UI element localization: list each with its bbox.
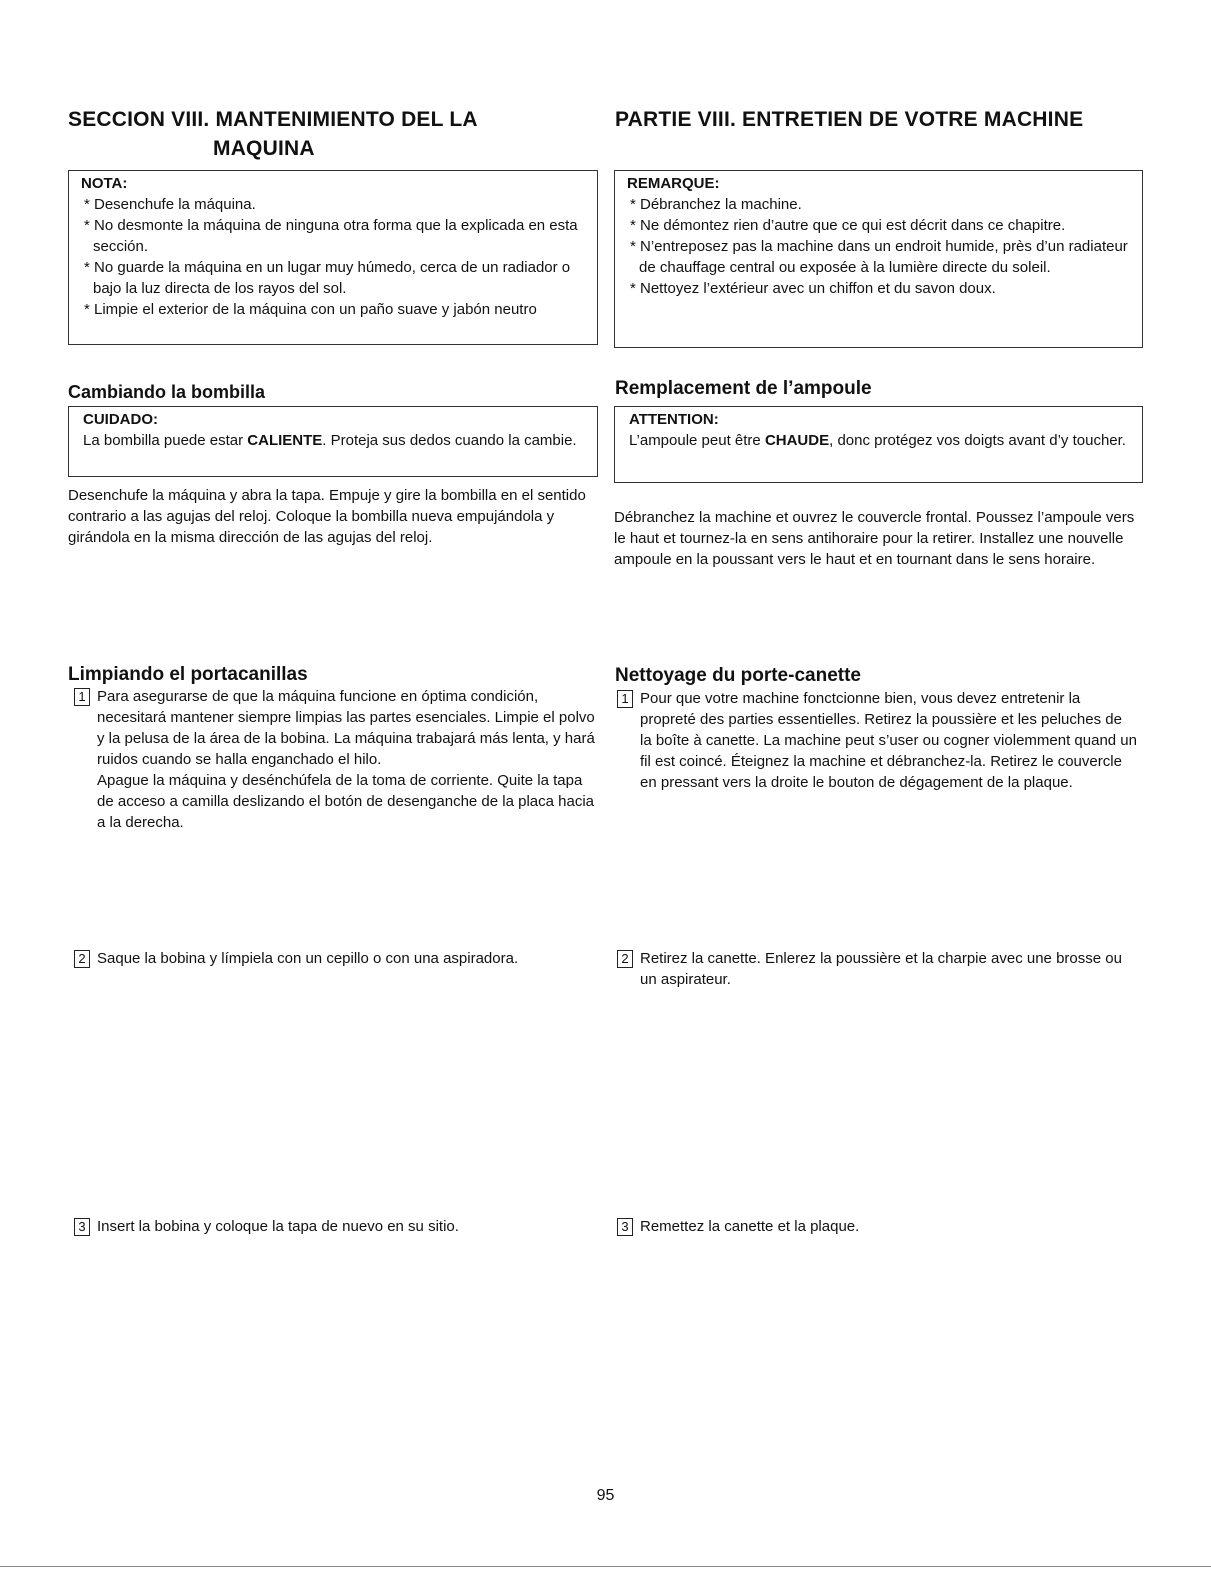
step-3-es — [74, 1216, 596, 1237]
hook-heading-es: Limpiando el portacanillas — [68, 664, 308, 685]
step-text: Para asegurarse de que la máquina funcione en óptima condición, necesitará mantener siempre limpias las partes esenciales. Limpie el polvo y la pelusa de la área de la bobina. La máquina trabajará más lenta, y hará ruidos cuando se halla enganchado el hilo. — [97, 688, 595, 768]
step-number: 3 — [74, 1218, 90, 1236]
step-text: Insert la bobina y coloque la tapa de nuevo en su sitio. — [97, 1218, 459, 1235]
caution-hot-word: CALIENTE — [247, 432, 323, 449]
section-title-es-line1: SECCION VIII. MANTENIMIENTO DEL LA — [68, 108, 478, 131]
step-number: 1 — [74, 688, 90, 706]
step-1-es — [74, 686, 596, 833]
caution-text-pre: L’ampoule peut être — [629, 432, 765, 449]
page-number: 95 — [596, 1487, 615, 1504]
section-title-fr: PARTIE VIII. ENTRETIEN DE VOTRE MACHINE — [615, 108, 1084, 131]
step-text: Apague la máquina y desénchúfela de la toma de corriente. Quite la tapa de acceso a camilla deslizando el botón de desenganche de la placa hacia a la derecha. — [97, 772, 595, 831]
step-text: Remettez la canette et la plaque. — [640, 1218, 860, 1235]
note-title-es: NOTA: — [81, 175, 128, 192]
caution-box-fr — [614, 406, 1143, 483]
caution-hot-word: CHAUDE — [764, 432, 830, 449]
note-item-es: * No desmonte la máquina de ninguna otra forma que la explicada en esta sección. — [84, 217, 578, 255]
note-box-fr — [614, 170, 1143, 348]
note-item-es: * Desenchufe la máquina. — [84, 196, 256, 213]
note-item-es: * Limpie el exterior de la máquina con un paño suave y jabón neutro — [84, 301, 537, 318]
step-text: Saque la bobina y límpiela con un cepillo o con una aspiradora. — [97, 950, 519, 967]
caution-text-post: . Proteja sus dedos cuando la cambie. — [322, 432, 577, 449]
section-title-es-line2: MAQUINA — [213, 137, 315, 160]
bulb-instructions-es: Desenchufe la máquina y abra la tapa. Empuje y gire la bombilla en el sentido contrario a las agujas del reloj. Coloque la bombilla nueva empujándola y girándola en la misma dirección de las agujas del reloj. — [68, 487, 586, 546]
bulb-instructions-fr: Débranchez la machine et ouvrez le couvercle frontal. Poussez l’ampoule vers le haut et tournez-la en sens antihoraire pour la retirer. Installez une nouvelle ampoule en la poussant vers le haut et en tournant dans le sens horaire. — [614, 509, 1135, 568]
note-item-fr: * Débranchez la machine. — [630, 196, 802, 213]
bottom-rule — [0, 1566, 1211, 1567]
note-title-fr: REMARQUE: — [627, 175, 720, 192]
note-item-fr: * Ne démontez rien d’autre que ce qui est décrit dans ce chapitre. — [630, 217, 1066, 234]
step-3-fr — [617, 1216, 1139, 1237]
step-number: 3 — [617, 1218, 633, 1236]
caution-text-pre: La bombilla puede estar — [83, 432, 248, 449]
note-item-es: * No guarde la máquina en un lugar muy húmedo, cerca de un radiador o bajo la luz directa de los rayos del sol. — [84, 259, 571, 297]
note-box-es — [68, 170, 598, 345]
section-title-es — [68, 105, 598, 163]
hook-heading-fr: Nettoyage du porte-canette — [615, 665, 861, 686]
step-number: 1 — [617, 690, 633, 708]
step-text: Retirez la canette. Enlerez la poussière et la charpie avec une brosse ou un aspirateur. — [640, 950, 1122, 988]
caution-title-fr: ATTENTION: — [629, 411, 719, 428]
step-text: Pour que votre machine fonctcionne bien, vous devez entretenir la propreté des parties essentielles. Retirez la poussière et les peluches de la boîte à canette. La machine peut s’user ou cogner violemment quand un fil est coincé. Éteignez la machine et débranchez-la. Retirez le couvercle en pressant vers la droite le bouton de dégagement de la plaque. — [640, 690, 1137, 791]
caution-title-es: CUIDADO: — [83, 411, 158, 428]
caution-text-post: , donc protégez vos doigts avant d’y toucher. — [829, 432, 1126, 449]
caution-text-fr — [629, 430, 1132, 451]
caution-text-es — [83, 430, 587, 451]
note-item-fr: * Nettoyez l’extérieur avec un chiffon et du savon doux. — [630, 280, 996, 297]
step-2-es — [74, 948, 554, 969]
bulb-heading-es: Cambiando la bombilla — [68, 382, 266, 402]
caution-box-es — [68, 406, 598, 477]
note-item-fr: * N’entreposez pas la machine dans un endroit humide, près d’un radiateur de chauffage central ou exposée à la lumière directe du soleil. — [630, 238, 1128, 276]
step-2-fr — [617, 948, 1139, 990]
step-number: 2 — [74, 950, 90, 968]
step-number: 2 — [617, 950, 633, 968]
bulb-heading-fr: Remplacement de l’ampoule — [615, 378, 872, 399]
step-1-fr — [617, 688, 1137, 793]
